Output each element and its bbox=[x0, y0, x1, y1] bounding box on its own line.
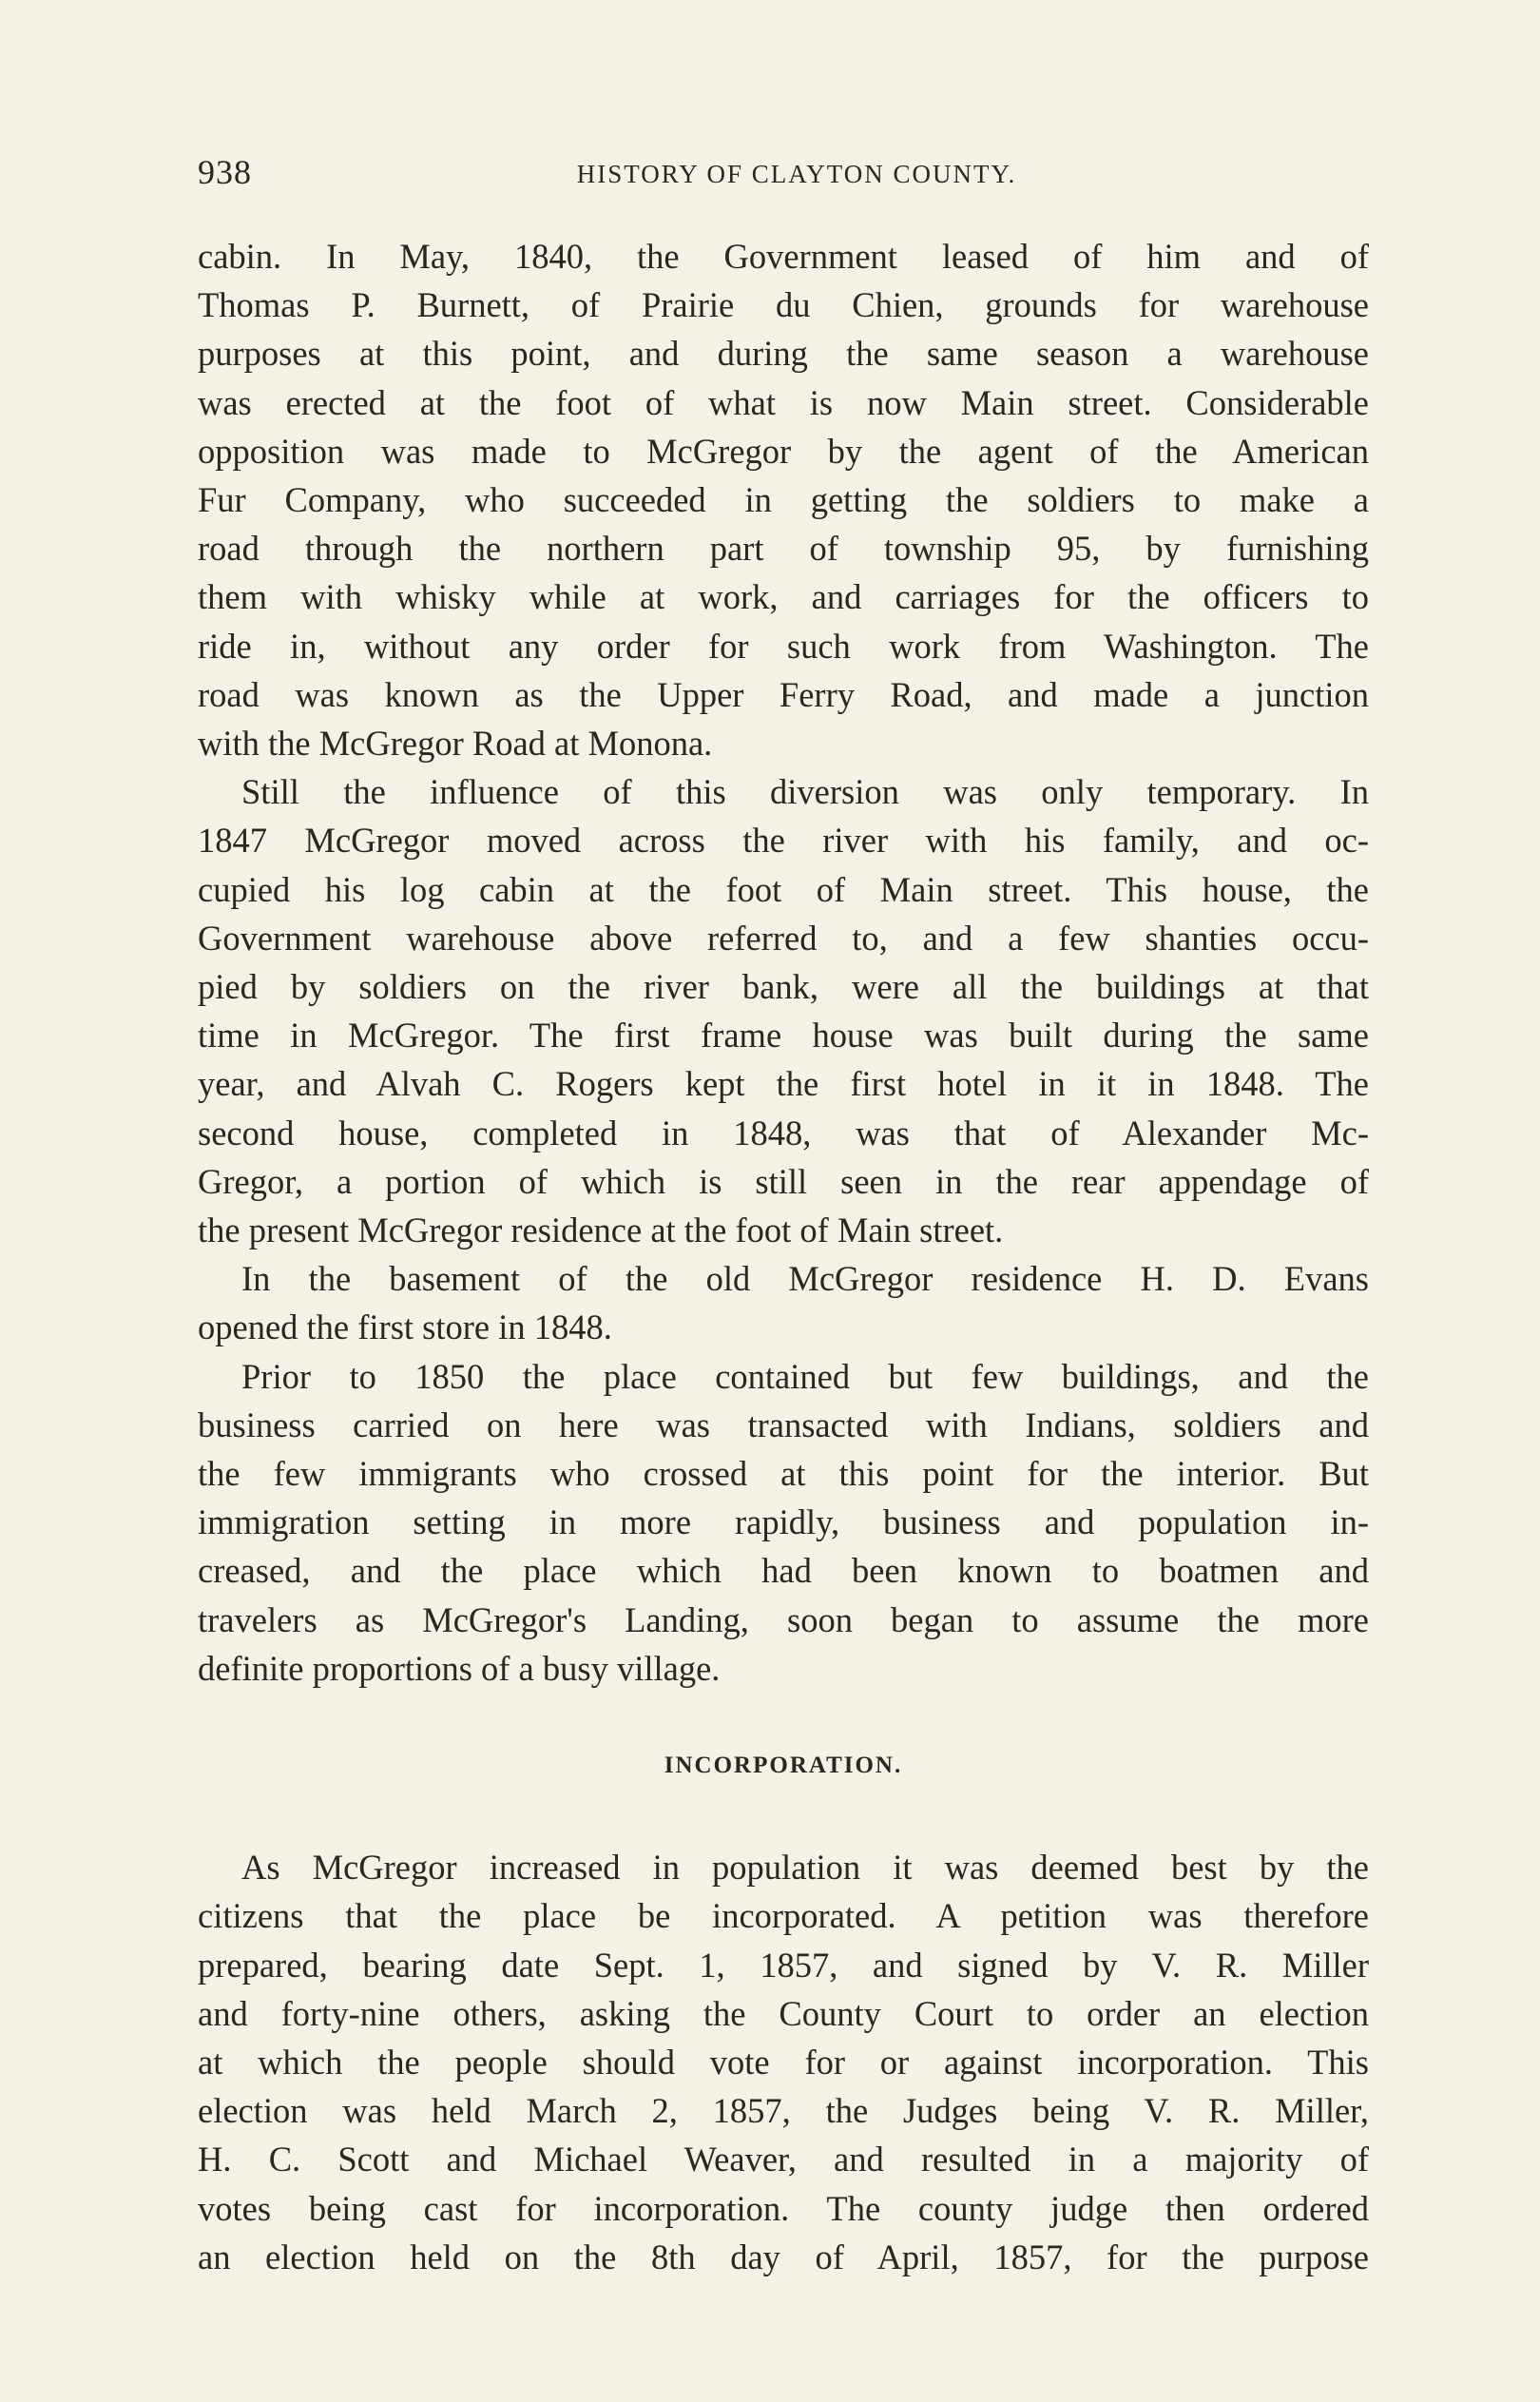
text-line: 1847 McGregor moved across the river with his family, and oc- bbox=[198, 821, 1369, 861]
text-line: Prior to 1850 the place contained but few buildings, and the bbox=[241, 1356, 1369, 1396]
text-line: the present McGregor residence at the foot of Main street. bbox=[198, 1211, 1004, 1250]
text-line: prepared, bearing date Sept. 1, 1857, and signed by V. R. Miller bbox=[198, 1945, 1369, 1985]
text-line: an election held on the 8th day of April, 1857, for the purpose bbox=[198, 2237, 1369, 2276]
text-line: opposition was made to McGregor by the agent of the American bbox=[198, 431, 1369, 471]
paragraph-1 bbox=[198, 232, 1369, 767]
text-line: travelers as McGregor's Landing, soon began to assume the more bbox=[198, 1599, 1369, 1639]
running-head-title: HISTORY OF CLAYTON COUNTY. bbox=[576, 160, 1017, 188]
text-line: votes being cast for incorporation. The county judge then ordered bbox=[198, 2188, 1369, 2228]
text-line: at which the people should vote for or against incorporation. This bbox=[198, 2042, 1369, 2082]
text-line: second house, completed in 1848, was that of Alexander Mc- bbox=[198, 1113, 1369, 1153]
text-line: and forty-nine others, asking the County Court to order an election bbox=[198, 1993, 1369, 2033]
text-line: citizens that the place be incorporated. A petition was therefore bbox=[198, 1896, 1369, 1936]
text-line: Gregor, a portion of which is still seen in the rear appendage of bbox=[198, 1161, 1369, 1201]
text-line: election was held March 2, 1857, the Judges being V. R. Miller, bbox=[198, 2091, 1369, 2131]
text-line: In the basement of the old McGregor residence H. D. Evans bbox=[241, 1259, 1369, 1299]
text-line: the few immigrants who crossed at this point for the interior. But bbox=[198, 1454, 1369, 1494]
body-text bbox=[198, 232, 1369, 2281]
text-line: opened the first store in 1848. bbox=[198, 1308, 612, 1347]
text-line: road was known as the Upper Ferry Road, and made a junction bbox=[198, 674, 1369, 714]
paragraph-4 bbox=[198, 1352, 1369, 1693]
page-number: 938 bbox=[198, 153, 252, 191]
paragraph-2 bbox=[198, 767, 1369, 1254]
running-head bbox=[198, 152, 1376, 200]
text-line: cupied his log cabin at the foot of Main street. This house, the bbox=[198, 869, 1369, 909]
text-line: As McGregor increased in population it was deemed best by the bbox=[241, 1848, 1369, 1888]
text-line: business carried on here was transacted with Indians, soldiers and bbox=[198, 1404, 1369, 1444]
text-line: purposes at this point, and during the same season a warehouse bbox=[198, 334, 1369, 374]
text-line: year, and Alvah C. Rogers kept the first hotel in it in 1848. The bbox=[198, 1064, 1369, 1104]
paragraph-5 bbox=[198, 1843, 1369, 2281]
text-line: pied by soldiers on the river bank, were all the buildings at that bbox=[198, 967, 1369, 1007]
text-line: cabin. In May, 1840, the Government leased of him and of bbox=[198, 237, 1369, 276]
text-line: Fur Company, who succeeded in getting the soldiers to make a bbox=[198, 480, 1369, 520]
text-line: was erected at the foot of what is now Main street. Considerable bbox=[198, 382, 1369, 422]
text-line: Thomas P. Burnett, of Prairie du Chien, grounds for warehouse bbox=[198, 285, 1369, 325]
text-line: immigration setting in more rapidly, business and population in- bbox=[198, 1502, 1369, 1542]
text-line: ride in, without any order for such work from Washington. The bbox=[198, 626, 1369, 666]
text-line: creased, and the place which had been known to boatmen and bbox=[198, 1551, 1369, 1591]
text-line: with the McGregor Road at Monona. bbox=[198, 724, 713, 764]
text-line: definite proportions of a busy village. bbox=[198, 1648, 721, 1688]
text-line: H. C. Scott and Michael Weaver, and resulted in a majority of bbox=[198, 2140, 1369, 2179]
text-line: Government warehouse above referred to, and a few shanties occu- bbox=[198, 918, 1369, 958]
text-line: time in McGregor. The first frame house was built during the same bbox=[198, 1016, 1369, 1056]
section-heading: INCORPORATION. bbox=[664, 1753, 903, 1779]
paragraph-3 bbox=[198, 1254, 1369, 1351]
text-line: them with whisky while at work, and carriages for the officers to bbox=[198, 577, 1369, 617]
text-line: road through the northern part of township 95, by furnishing bbox=[198, 529, 1369, 569]
text-line: Still the influence of this diversion was only temporary. In bbox=[241, 772, 1369, 812]
